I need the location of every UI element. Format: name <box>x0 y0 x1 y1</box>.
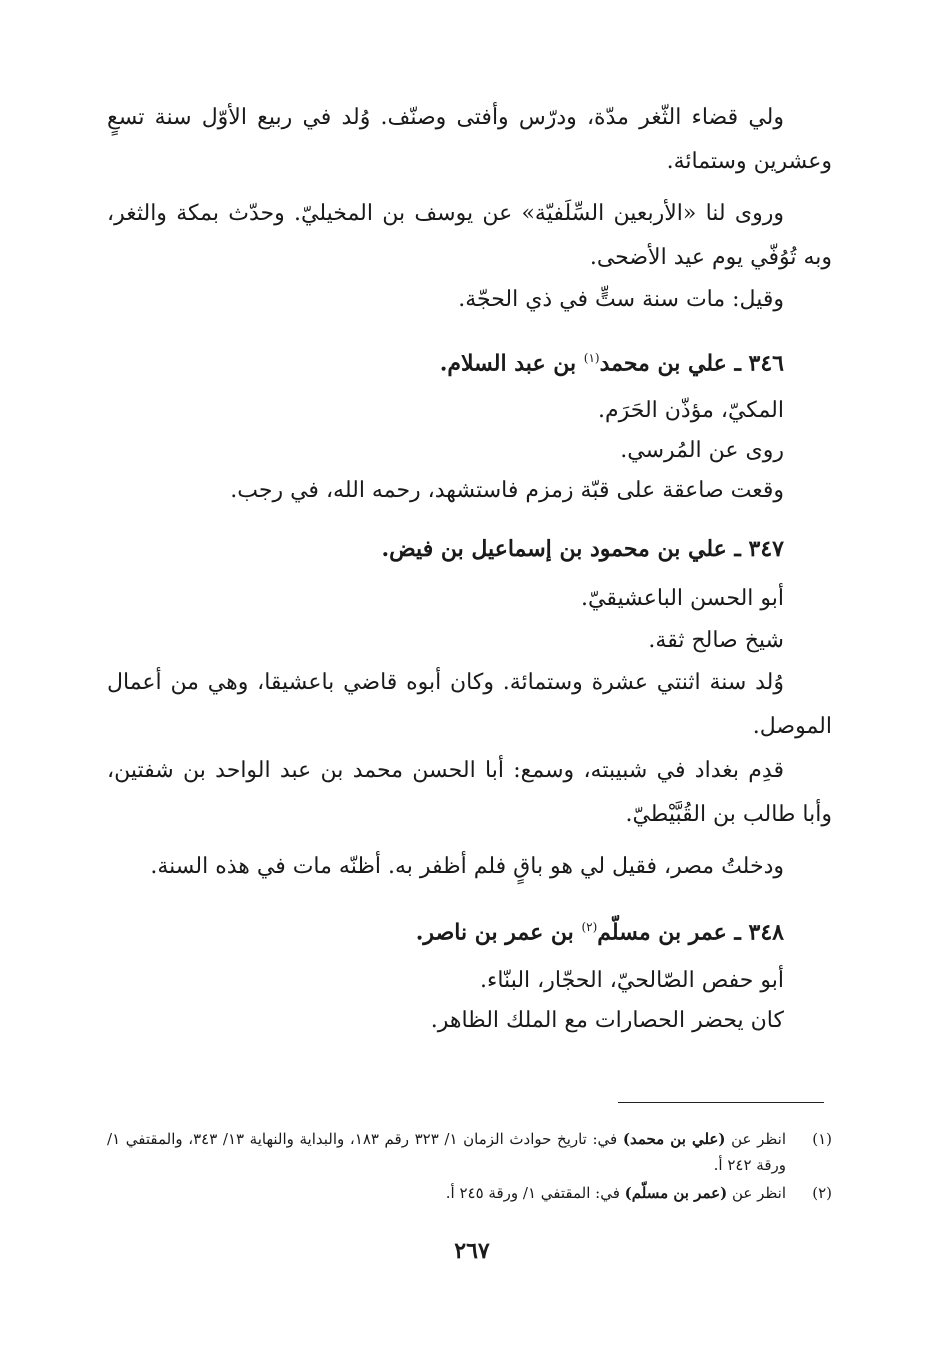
footnote-subject: (علي بن محمد) <box>622 1130 726 1148</box>
footnote-marker: (١) <box>583 351 600 365</box>
paragraph: ودخلتُ مصر، فقيل لي هو باقٍ فلم أظفر به. أظنّه مات في هذه السنة. <box>150 854 784 880</box>
footnote-number: (٢) <box>812 1184 832 1202</box>
footnotes <box>107 1126 832 1208</box>
footnote-text-part: في: المقتفي ١/ ورقة ٢٤٥ أ. <box>445 1184 625 1202</box>
page-number: ٢٦٧ <box>454 1238 490 1264</box>
paragraph: روى عن المُرسي. <box>620 438 784 464</box>
paragraph: أبو الحسن الباعشيقيّ. <box>581 586 784 612</box>
footnote-text <box>107 1126 786 1178</box>
main-text <box>107 96 832 1041</box>
paragraph: كان يحضر الحصارات مع الملك الظاهر. <box>430 1007 784 1033</box>
paragraph: وقيل: مات سنة ستٍّ في ذي الحجّة. <box>458 287 784 312</box>
footnote-text-part: انظر عن <box>727 1184 786 1202</box>
entry-heading-348 <box>107 903 784 956</box>
paragraph: قدِم بغداد في شبيبته، وسمع: أبا الحسن محمد بن عبد الواحد بن شفتين، وأبا طالب بن القُبَّيْطيّ. <box>107 758 832 828</box>
entry-heading-text: ٣٤٨ ـ عمر بن مسلّم <box>597 919 784 946</box>
paragraph: وُلد سنة اثنتي عشرة وستمائة. وكان أبوه قاضي باعشيقا، وهي من أعمال الموصل. <box>107 670 832 740</box>
paragraph: أبو حفص الصّالحيّ، الحجّار، البنّاء. <box>480 967 784 993</box>
footnote-number: (١) <box>812 1130 832 1148</box>
footnote-separator <box>618 1102 824 1103</box>
footnote <box>107 1126 832 1178</box>
footnote-text-part: في: تاريخ حوادث الزمان ١/ ٣٢٣ رقم ١٨٣، والبداية والنهاية ١٣/ ٣٤٣، والمقتفي ١/ ورقة ٢٤٢ أ. <box>107 1130 786 1174</box>
footnote-text-part: انظر عن <box>725 1130 787 1148</box>
footnote-subject: (عمر بن مسلّم) <box>624 1184 728 1202</box>
paragraph: وروى لنا «الأربعين السِّلَفيّة» عن يوسف بن المخيليّ. وحدّث بمكة والثغر، وبه تُوُفّي يوم عيد الأضحى. <box>107 201 832 270</box>
footnote-text <box>107 1180 786 1206</box>
paragraph: وقعت صاعقة على قبّة زمزم فاستشهد، رحمه الله، في رجب. <box>230 478 784 504</box>
entry-heading-347: ٣٤٧ ـ علي بن محمود بن إسماعيل بن فيض. <box>381 536 784 563</box>
footnote <box>107 1180 832 1206</box>
paragraph: المكيّ، مؤذّن الحَرَم. <box>598 398 784 424</box>
entry-heading-346 <box>107 334 784 387</box>
entry-heading-text: بن عبد السلام. <box>439 350 584 377</box>
entry-heading-text: بن عمر بن ناصر. <box>415 919 582 946</box>
footnote-marker: (٢) <box>581 920 598 935</box>
paragraph: شيخ صالح ثقة. <box>648 628 784 654</box>
paragraph: ولي قضاء الثّغر مدّة، ودرّس وأفتى وصنّف. وُلد في ربيع الأوّل سنة تسعٍ وعشرين وستمائة. <box>107 105 832 174</box>
entry-heading-text: ٣٤٦ ـ علي بن محمد <box>599 350 784 377</box>
